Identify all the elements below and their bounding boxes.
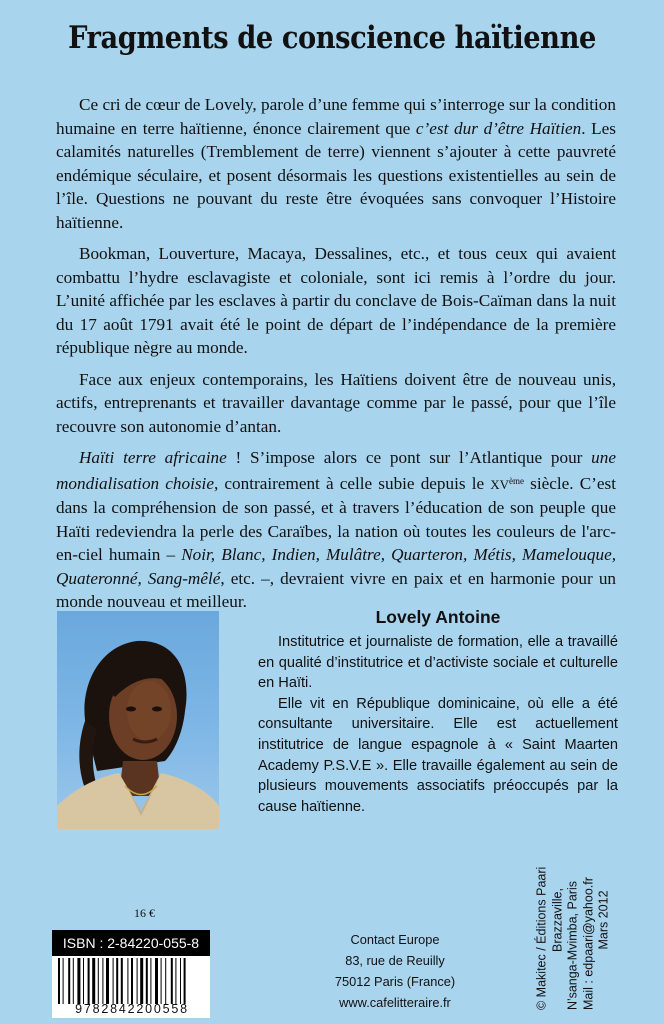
price: 16 € bbox=[134, 906, 155, 920]
paragraph-4-text-a: ! S’impose alors ce pont sur l’Atlantique pour bbox=[226, 448, 592, 467]
paragraph-1-emphasis: c’est dur d’être Haïtien bbox=[415, 118, 582, 138]
paragraph-1-text-a: Ce cri de cœur de Lovely, parole d’une femme qui s’interroge sur la condition humaine en terre haïtienne, énonce clairement que bbox=[56, 95, 616, 138]
contact-line-1: Contact Europe bbox=[350, 932, 440, 947]
paragraph-4-text-d: , etc. –, devraient vivre en paix et en harmonie pour un monde nouveau et meilleur. bbox=[56, 568, 617, 611]
author-bio-paragraph-2: Elle vit en République dominicaine, où elle a été consultante universitaire. Elle est actuellement institutrice de langue espagnole à « Saint Maarten Academy P.S.V.E ». Elle travaille également au sein de plusieurs mouvements associatifs préoccupés par la cause haïtienne. bbox=[258, 695, 618, 815]
paragraph-4 bbox=[56, 446, 616, 614]
paragraph-1-text-b: . Les calamités naturelles (Tremblement de terre) viennent s’ajouter à cette pauvreté endémique séculaire, et posent désormais les questions existentielles au sein de l’île. Questions ne pouvant du reste être évoquées sans convoquer l’Histoire haïtienne. bbox=[56, 118, 616, 232]
author-name: Lovely Antoine bbox=[375, 607, 501, 627]
contact-block bbox=[300, 929, 490, 1013]
publisher-line-3: N’sanga-Mvimba, Paris bbox=[565, 881, 580, 1010]
paragraph-4-text-b: , contrairement à celle subie depuis le bbox=[213, 473, 491, 493]
paragraph-4-text-c: siècle. C’est dans la compréhension de son passé, et à travers l’éducation de son peuple que Haïti redeviendra la perle des Caraïbes, la nation où toutes les couleurs de l'arc-en-ciel humain – bbox=[56, 473, 616, 564]
barcode-box bbox=[52, 930, 210, 1018]
back-cover-text bbox=[56, 93, 616, 622]
paragraph-4-emphasis-3: Noir, Blanc, Indien, Mulâtre, Quarteron, Métis, Mamelouque, Quateronné, Sang-mêlé bbox=[56, 545, 617, 588]
contact-website-link[interactable]: www.cafelitteraire.fr bbox=[339, 995, 451, 1010]
author-photo bbox=[57, 611, 219, 829]
author-bio bbox=[258, 632, 618, 817]
publisher-line-1: © Makitec / Éditions Paari bbox=[534, 866, 549, 1010]
century-numeral: XV bbox=[490, 476, 510, 492]
century-superscript: ème bbox=[509, 475, 525, 486]
publisher-email[interactable]: Mail : edpaari@yahoo.fr bbox=[580, 877, 595, 1010]
paragraph-4-emphasis-2: une mondialisation choisie bbox=[56, 448, 616, 493]
publisher-block bbox=[534, 830, 612, 1010]
publisher-line-5: Mars 2012 bbox=[596, 890, 611, 950]
book-title: Fragments de conscience haïtienne bbox=[68, 20, 596, 56]
paragraph-4-emphasis-1: Haïti terre africaine bbox=[79, 448, 227, 467]
publisher-line-2: Brazzaville, bbox=[549, 888, 564, 952]
contact-line-2: 83, rue de Reuilly bbox=[345, 953, 445, 968]
isbn-label: ISBN : 2-84220-055-8 bbox=[52, 930, 210, 956]
paragraph-3: Face aux enjeux contemporains, les Haïtiens doivent être de nouveau unis, actifs, entreprenants et travailler davantage comme par le passé, pour que l’île recouvre son autonomie d’antan. bbox=[56, 369, 616, 436]
author-portrait-illustration bbox=[57, 611, 219, 829]
contact-line-3: 75012 Paris (France) bbox=[334, 974, 456, 989]
barcode-icon bbox=[58, 958, 204, 1004]
barcode-digits: 9782842200558 bbox=[75, 1002, 189, 1016]
author-bio-paragraph-1: Institutrice et journaliste de formation, elle a travaillé en qualité d’institutrice et d’activiste sociale et culturelle en Haïti. bbox=[258, 634, 618, 692]
publisher-rotated-text bbox=[534, 830, 612, 1010]
paragraph-2: Bookman, Louverture, Macaya, Dessalines, etc., et tous ceux qui avaient combattu l’hydre esclavagiste et coloniale, sont ici remis à l’ordre du jour. L’unité affichée par les esclaves à partir du conclave de Bois-Caïman dans la nuit du 17 août 1791 avait été le point de départ de l’indépendance de la première république nègre au monde. bbox=[56, 244, 616, 357]
paragraph-1 bbox=[56, 93, 616, 234]
